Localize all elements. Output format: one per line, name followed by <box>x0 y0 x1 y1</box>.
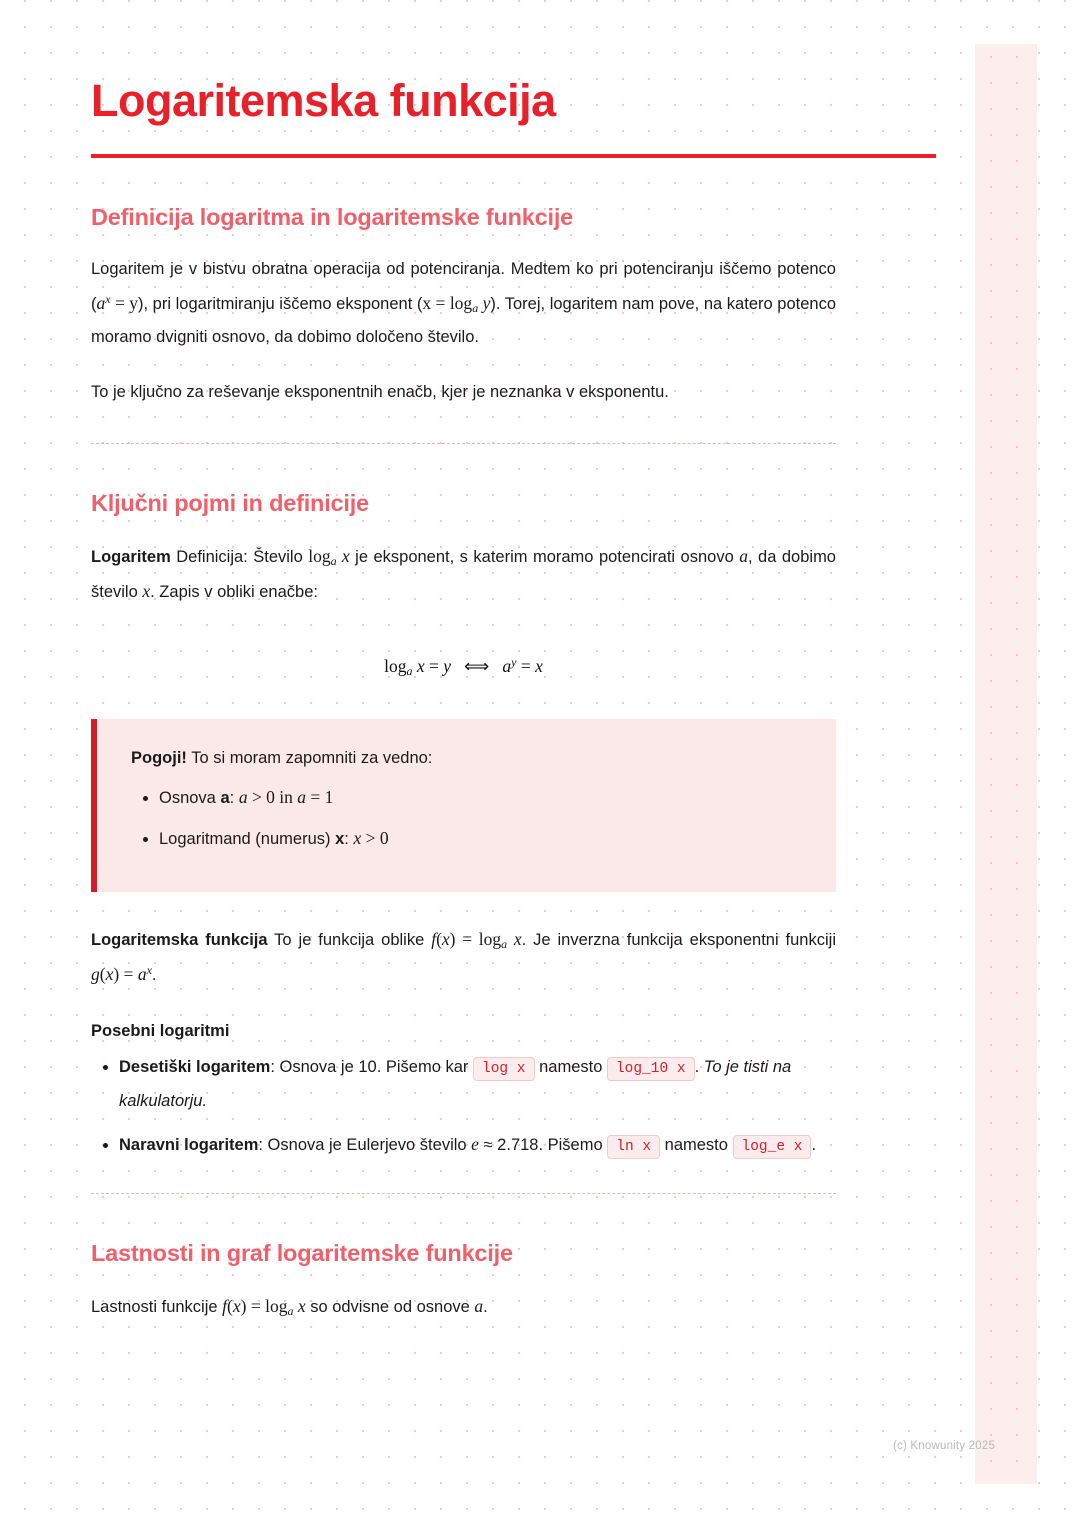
math-y: y <box>478 293 491 313</box>
bullet-bold-desetiski: Desetiški logaritem <box>119 1058 271 1077</box>
text-fragment: Definicija: Število <box>170 548 309 566</box>
math-a: a <box>474 1295 484 1316</box>
text-fragment: . <box>811 1135 817 1154</box>
paragraph-logaritemska-funkcija: Logaritemska funkcija To je funkcija oblike $f(x) = \log_a x$. Je inverzna funkcija eksponentni funkciji $g(x) = a^x$. <box>91 929 836 985</box>
text-fragment: : Osnova je 10. Pišemo kar <box>270 1058 473 1077</box>
list-item <box>159 824 806 852</box>
code-log-10-x: log_10 x <box>607 1057 695 1081</box>
callout-list <box>131 783 806 852</box>
text-fragment: je eksponent, s katerim moramo potencirati osnovo <box>349 548 740 566</box>
math-x: x <box>293 1295 306 1316</box>
callout-title-rest: To si moram zapomniti za vedno: <box>186 749 433 767</box>
watermark: (c) Knowunity 2025 <box>893 1440 996 1452</box>
paragraph-definicija <box>91 253 836 354</box>
math-sub-a: a <box>287 1303 294 1318</box>
decorative-side-band <box>975 44 1037 1484</box>
subheading-posebni-logaritmi: Posebni logaritmi <box>91 1022 230 1041</box>
text-fragment: so odvisne od osnove <box>305 1297 475 1316</box>
text-fragment: , da dobimo število <box>91 548 836 601</box>
math-sub-a: a <box>501 937 508 952</box>
callout-title <box>131 745 806 771</box>
section-divider <box>91 443 836 444</box>
text-fragment: . <box>483 1297 488 1316</box>
math-exp-x: x <box>105 292 111 306</box>
math-exp-x: x <box>146 963 152 978</box>
text-fragment: namesto <box>534 1058 607 1077</box>
math-x2: x <box>142 581 151 601</box>
math-x: x <box>336 546 350 566</box>
paragraph-logaritem-definicija <box>91 539 836 609</box>
formula-log-definition: $\log_a x = y$ ⟺ $a^y = x$ <box>384 655 543 678</box>
text-fragment: . <box>694 1058 704 1077</box>
math-fx: f <box>431 929 437 950</box>
math-x: x <box>507 929 522 950</box>
bullet-bold-naravni: Naravni logaritem <box>119 1135 259 1154</box>
math-eq-y: = y <box>110 293 138 313</box>
paragraph-lastnosti: Lastnosti funkcije $f(x) = \log_a x$ so odvisne od osnove a. <box>91 1295 488 1318</box>
text-fragment: ). Torej, logaritem nam pove, na katero potenco moramo dvigniti osnovo, da dobimo določeno število. <box>91 295 836 346</box>
list-item-label: Osnova <box>159 789 221 808</box>
math-sub-a: a <box>330 554 337 568</box>
text-fragment: Logaritem je v bistvu obratna operacija od potenciranja. Medtem ko pri potenciranju iščemo potenco ( <box>91 260 836 313</box>
math-gx: g <box>91 964 100 985</box>
list-item <box>119 1127 836 1163</box>
math-sub-a: a <box>472 301 479 315</box>
page-title: Logaritemska funkcija <box>91 75 556 126</box>
math-x-eq-log: x = log <box>422 293 473 313</box>
callout-title-bold: Pogoji! <box>131 749 187 767</box>
list-posebni-logaritmi <box>91 1051 836 1163</box>
callout-pogoji <box>91 719 836 892</box>
list-item-sep: : <box>344 829 354 848</box>
math-e: e <box>471 1133 479 1154</box>
text-fragment: : Osnova je Eulerjevo število <box>258 1135 472 1154</box>
list-item-math: a > 0 in a = 1 <box>238 787 334 808</box>
term-logaritemska-funkcija: Logaritemska funkcija <box>91 931 268 950</box>
text-fragment: To je funkcija oblike <box>267 931 432 950</box>
list-item-bold: x <box>335 829 345 848</box>
section-heading-lastnosti: Lastnosti in graf logaritemske funkcije <box>91 1239 513 1266</box>
text-fragment: . Je inverzna funkcija eksponentni funkciji <box>521 931 836 950</box>
text-fragment: Lastnosti funkcije <box>91 1297 223 1316</box>
paragraph-kljucno: To je ključno za reševanje eksponentnih enačb, kjer je neznanka v eksponentu. <box>91 383 669 401</box>
document-content <box>91 74 836 1324</box>
math-a: a <box>739 546 748 566</box>
title-divider <box>91 154 936 158</box>
list-item-label: Logaritmand (numerus) <box>159 829 336 848</box>
math-log: log <box>308 546 331 566</box>
text-fragment: ≈ 2.718. Pišemo <box>478 1135 608 1154</box>
section-heading-kljucni-pojmi: Ključni pojmi in definicije <box>91 490 369 516</box>
text-fragment: . <box>151 966 157 985</box>
list-item <box>119 1051 836 1119</box>
code-log-x: log x <box>473 1057 535 1081</box>
text-fragment: ), pri logaritmiranju iščemo eksponent ( <box>138 295 423 313</box>
code-log-e-x: log_e x <box>733 1135 812 1159</box>
text-fragment: namesto <box>660 1135 733 1154</box>
section-heading-definicija: Definicija logaritma in logaritemske funkcije <box>91 204 574 230</box>
term-logaritem: Logaritem <box>91 548 171 566</box>
math-a: a <box>96 293 106 313</box>
list-item-bold: a <box>220 789 230 808</box>
bullet-italic-note: To je tisti na kalkulatorju. <box>119 1058 792 1110</box>
code-ln-x: ln x <box>607 1135 660 1159</box>
list-item-sep: : <box>229 789 239 808</box>
text-fragment: . Zapis v obliki enačbe: <box>150 583 318 601</box>
section-divider <box>91 1193 836 1194</box>
list-item <box>159 783 806 811</box>
list-item-math: x > 0 <box>353 827 389 848</box>
